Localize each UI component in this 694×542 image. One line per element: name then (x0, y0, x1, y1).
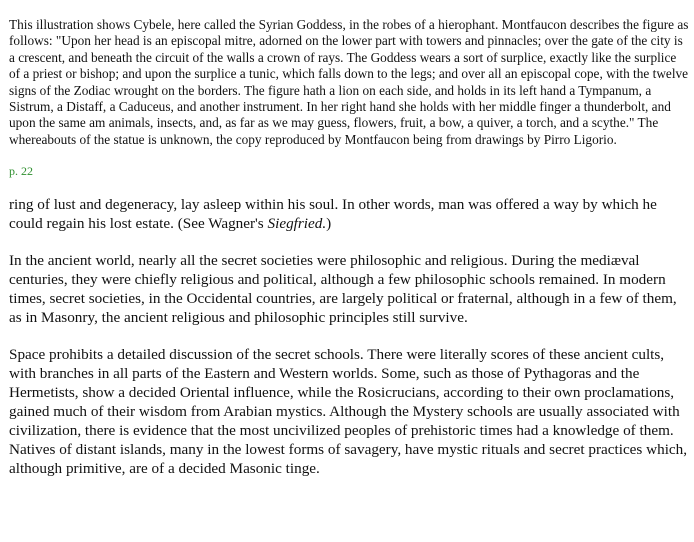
paragraph-1-closing: ) (326, 215, 332, 233)
paragraph-1-text: ring of lust and degeneracy, lay asleep within his soul. In other words, man was offered a way by which he could regain his lost estate. (See Wagner's (9, 196, 657, 233)
paragraph-1 (9, 195, 689, 233)
siegfried-title: Siegfried. (267, 215, 327, 233)
page-number: p. 22 (9, 164, 33, 179)
document-page (9, 0, 689, 478)
illustration-caption: This illustration shows Cybele, here called the Syrian Goddess, in the robes of a hierophant. Montfaucon describes the figure as follows: "Upon her head is an episcopal mitre, adorned on the lower part with towers and pinnacles; over the gate of the city is a crescent, and beneath the circuit of the walls a crown of rays. The Goddess wears a sort of surplice, exactly like the surplice of a priest or bishop; and upon the surplice a tunic, which falls down to the legs; and over all an episcopal cope, with the twelve signs of the Zodiac wrought on the borders. The figure hath a lion on each side, and holds in its left hand a Tympanum, a Sistrum, a Distaff, a Caduceus, and another instrument. In her right hand she holds with her middle finger a thunderbolt, and upon the same am animals, insects, and, as far as we may guess, flowers, fruit, a bow, a quiver, a torch, and a scythe." The whereabouts of the statue is unknown, the copy reproduced by Montfaucon being from drawings by Pirro Ligorio. (9, 17, 689, 147)
paragraph-2: In the ancient world, nearly all the secret societies were philosophic and religious. During the mediæval centuries, they were chiefly religious and political, although a few philosophic schools remained. In modern times, secret societies, in the Occidental countries, are largely political or fraternal, although in a few of them, as in Masonry, the ancient religious and philosophic principles still survive. (9, 252, 677, 327)
paragraph-3: Space prohibits a detailed discussion of the secret schools. There were literally scores of these ancient cults, with branches in all parts of the Eastern and Western worlds. Some, such as those of Pythagoras and the Hermetists, show a decided Oriental influence, while the Rosicrucians, according to their own proclamations, gained much of their wisdom from Arabian mystics. Although the Mystery schools are usually associated with civilization, there is evidence that the most uncivilized peoples of prehistoric times had a knowledge of them. Natives of distant islands, many in the lowest forms of savagery, have mystic rituals and secret practices which, although primitive, are of a decided Masonic tinge. (9, 346, 688, 478)
